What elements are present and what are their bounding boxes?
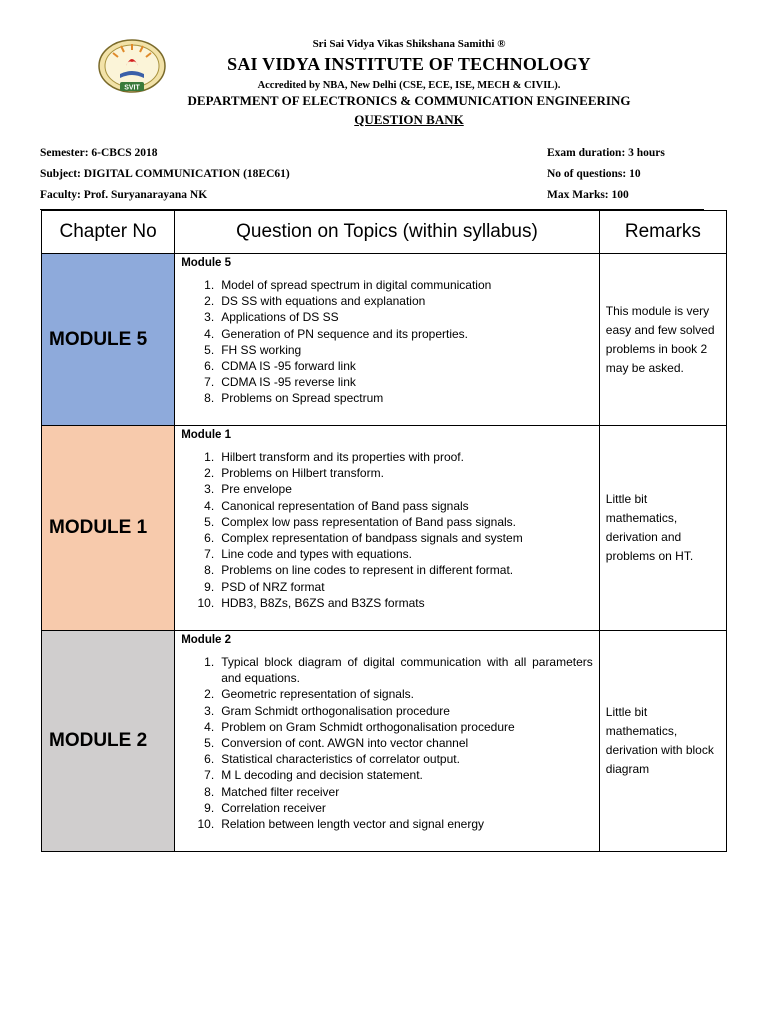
topic-text: Conversion of cont. AWGN into vector channel	[221, 736, 469, 751]
topic-text: Problems on line codes to represent in different format.	[221, 563, 514, 578]
list-item	[181, 654, 593, 686]
topic-number: 3.	[204, 310, 215, 325]
topic-text: Matched filter receiver	[221, 784, 340, 799]
topic-number: 9.	[204, 800, 215, 815]
column-header-remarks: Remarks	[599, 211, 726, 254]
chapter-cell	[42, 631, 175, 852]
topic-text: HDB3, B8Zs, B6ZS and B3ZS formats	[221, 595, 425, 610]
remarks-cell: Little bit mathematics, derivation and problems on HT.	[599, 426, 726, 631]
list-item	[181, 800, 593, 816]
remarks-cell: Little bit mathematics, derivation with block diagram	[599, 631, 726, 852]
list-item	[181, 703, 593, 719]
topic-number: 6.	[204, 359, 215, 374]
module-title: Module 1	[181, 429, 232, 441]
column-header-topics: Question on Topics (within syllabus)	[175, 211, 600, 254]
topic-list	[181, 654, 593, 832]
topic-number: 9.	[204, 579, 215, 594]
subject-info: Subject: DIGITAL COMMUNICATION (18EC61)	[40, 168, 290, 180]
topic-text: Line code and types with equations.	[221, 547, 412, 562]
question-bank-table	[41, 210, 727, 852]
topic-text: PSD of NRZ format	[221, 579, 325, 594]
topic-number: 7.	[204, 375, 215, 390]
table-header-row	[42, 211, 727, 254]
topic-number: 3.	[204, 703, 215, 718]
list-item	[181, 390, 593, 406]
topic-number: 8.	[204, 784, 215, 799]
topic-number: 8.	[204, 563, 215, 578]
document-title	[0, 112, 768, 128]
list-item	[181, 498, 593, 514]
list-item	[181, 342, 593, 358]
institute-name: SAI VIDYA INSTITUTE OF TECHNOLOGY	[227, 54, 591, 74]
list-item	[181, 293, 593, 309]
question-bank-title: QUESTION BANK	[354, 112, 464, 127]
topics-cell	[175, 631, 600, 852]
list-item	[181, 562, 593, 578]
topic-text: Complex low pass representation of Band pass signals.	[221, 514, 517, 529]
topic-text: Correlation receiver	[221, 800, 326, 815]
topic-number: 8.	[204, 391, 215, 406]
topic-text: Problems on Hilbert transform.	[221, 466, 384, 481]
list-item	[181, 751, 593, 767]
topic-text: FH SS working	[221, 342, 302, 357]
topic-number: 4.	[204, 719, 215, 734]
topic-number: 6.	[204, 531, 215, 546]
list-item	[181, 595, 593, 611]
topic-number: 7.	[204, 547, 215, 562]
list-item	[181, 719, 593, 735]
topic-text: Generation of PN sequence and its properties.	[221, 326, 469, 341]
topic-text: Problems on Spread spectrum	[221, 391, 384, 406]
semester-info: Semester: 6-CBCS 2018	[40, 147, 158, 159]
topic-number: 10.	[197, 595, 215, 610]
table-row	[42, 426, 727, 631]
module-title: Module 2	[181, 634, 232, 646]
list-item	[181, 579, 593, 595]
chapter-cell	[42, 426, 175, 631]
topic-text: Statistical characteristics of correlator output.	[221, 752, 460, 767]
topic-number: 6.	[204, 752, 215, 767]
topic-text: Model of spread spectrum in digital communication	[221, 278, 492, 292]
list-item	[181, 449, 593, 465]
list-item	[181, 374, 593, 390]
topic-text: Gram Schmidt orthogonalisation procedure	[221, 703, 450, 718]
number-of-questions: No of questions: 10	[547, 168, 641, 180]
remarks-cell: This module is very easy and few solved problems in book 2 may be asked.	[599, 254, 726, 426]
list-item	[181, 277, 593, 293]
topic-list	[181, 449, 593, 611]
list-item	[181, 735, 593, 751]
table-row	[42, 631, 727, 852]
topic-text: Canonical representation of Band pass signals	[221, 498, 469, 513]
topic-text: M L decoding and decision statement.	[221, 768, 423, 783]
max-marks: Max Marks: 100	[547, 189, 629, 201]
list-item	[181, 546, 593, 562]
list-item	[181, 514, 593, 530]
topic-text: Complex representation of bandpass signals and system	[221, 531, 523, 546]
topic-text: Relation between length vector and signal energy	[221, 817, 485, 832]
chapter-label: MODULE 1	[49, 517, 148, 538]
module-title: Module 5	[181, 257, 232, 269]
column-header-chapter: Chapter No	[42, 211, 175, 254]
topic-text: DS SS with equations and explanation	[221, 294, 426, 309]
list-item	[181, 358, 593, 374]
list-item	[181, 481, 593, 497]
list-item	[181, 530, 593, 546]
chapter-label: MODULE 2	[49, 730, 148, 751]
accreditation-line: Accredited by NBA, New Delhi (CSE, ECE, ISE, MECH & CIVIL).	[257, 80, 561, 91]
chapter-label: MODULE 5	[49, 328, 148, 350]
list-item	[181, 326, 593, 342]
chapter-cell	[42, 254, 175, 426]
topic-text: Pre envelope	[221, 482, 292, 497]
table-row	[42, 254, 727, 426]
topic-number: 5.	[204, 736, 215, 751]
topic-number: 1.	[204, 655, 215, 669]
topic-number: 7.	[204, 768, 215, 783]
list-item	[181, 816, 593, 832]
list-item	[181, 784, 593, 800]
logo-text: SVIT	[124, 84, 140, 92]
topic-text: Problem on Gram Schmidt orthogonalisation procedure	[221, 719, 515, 734]
topic-number: 2.	[204, 294, 215, 309]
list-item	[181, 767, 593, 783]
topic-number: 1.	[204, 278, 215, 292]
topic-number: 10.	[197, 817, 215, 832]
topic-number: 2.	[204, 466, 215, 481]
topic-number: 1.	[204, 450, 215, 464]
topic-text: Geometric representation of signals.	[221, 687, 414, 702]
topic-text: Typical block diagram of digital communication with all parameters and equations.	[221, 655, 593, 686]
list-item	[181, 465, 593, 481]
topics-cell	[175, 254, 600, 426]
topic-number: 2.	[204, 687, 215, 702]
list-item	[181, 309, 593, 325]
topic-text: Hilbert transform and its properties with proof.	[221, 450, 464, 464]
department-name: DEPARTMENT OF ELECTRONICS & COMMUNICATION ENGINEERING	[187, 93, 631, 108]
topics-cell	[175, 426, 600, 631]
topic-text: CDMA IS -95 forward link	[221, 359, 356, 374]
trust-name: Sri Sai Vidya Vikas Shikshana Samithi ®	[312, 38, 506, 50]
list-item	[181, 686, 593, 702]
topic-number: 5.	[204, 514, 215, 529]
topic-number: 3.	[204, 482, 215, 497]
topic-text: CDMA IS -95 reverse link	[221, 375, 356, 390]
faculty-info: Faculty: Prof. Suryanarayana NK	[40, 189, 208, 201]
topic-number: 5.	[204, 342, 215, 357]
topic-list	[181, 277, 593, 407]
topic-number: 4.	[204, 326, 215, 341]
topic-text: Applications of DS SS	[221, 310, 339, 325]
topic-number: 4.	[204, 498, 215, 513]
exam-duration: Exam duration: 3 hours	[547, 147, 665, 159]
